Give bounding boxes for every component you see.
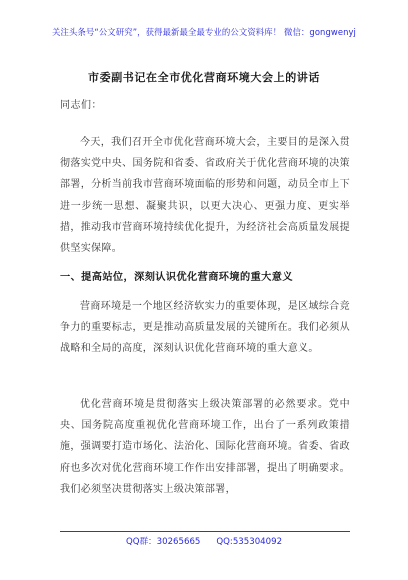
footer-contact: [0, 535, 408, 547]
paragraph-significance: 营商环境是一个地区经济软实力的重要体现，是区域综合竞争力的重要标志，更是推动高质量发展的关键所在。我们必须从战略和全局的高度，深刻认识优化营商环境的重大意义。: [60, 301, 350, 355]
header-promo-note: 关注头条号“公文研究”，获得最新最全最专业的公文资料库！ 微信：gongwenyj: [52, 27, 356, 37]
footer-divider: [60, 531, 350, 532]
section-heading: 一、提高站位，深刻认识优化营商环境的重大意义: [60, 272, 293, 283]
footer-qq-group: QQ群：30265665: [125, 537, 201, 547]
salutation: 同志们：: [60, 100, 102, 111]
page-title: 市委副书记在全市优化营商环境大会上的讲话: [88, 71, 320, 84]
paragraph-intro: 今天，我们召开全市优化营商环境大会，主要目的是深入贯彻落实党中央、国务院和省委、省政府关于优化营商环境的决策部署，分析当前我市营商环境面临的形势和问题，动员全市上下进一步统一思想、凝聚共识，以更大决心、更强力度、更实举措，推动我市营商环境持续优化提升，为经济社会高质量发展提供坚实保障。: [60, 137, 350, 255]
footer-qq: QQ:535304092: [216, 537, 283, 547]
paragraph-requirements: 优化营商环境是贯彻落实上级决策部署的必然要求。党中央、国务院高度重视优化营商环境工作，出台了一系列政策措施，强调要打造市场化、法治化、国际化营商环境。省委、省政府也多次对优化营商环境工作作出安排部署，提出了明确要求。我们必须坚决贯彻落实上级决策部署，: [60, 399, 350, 495]
